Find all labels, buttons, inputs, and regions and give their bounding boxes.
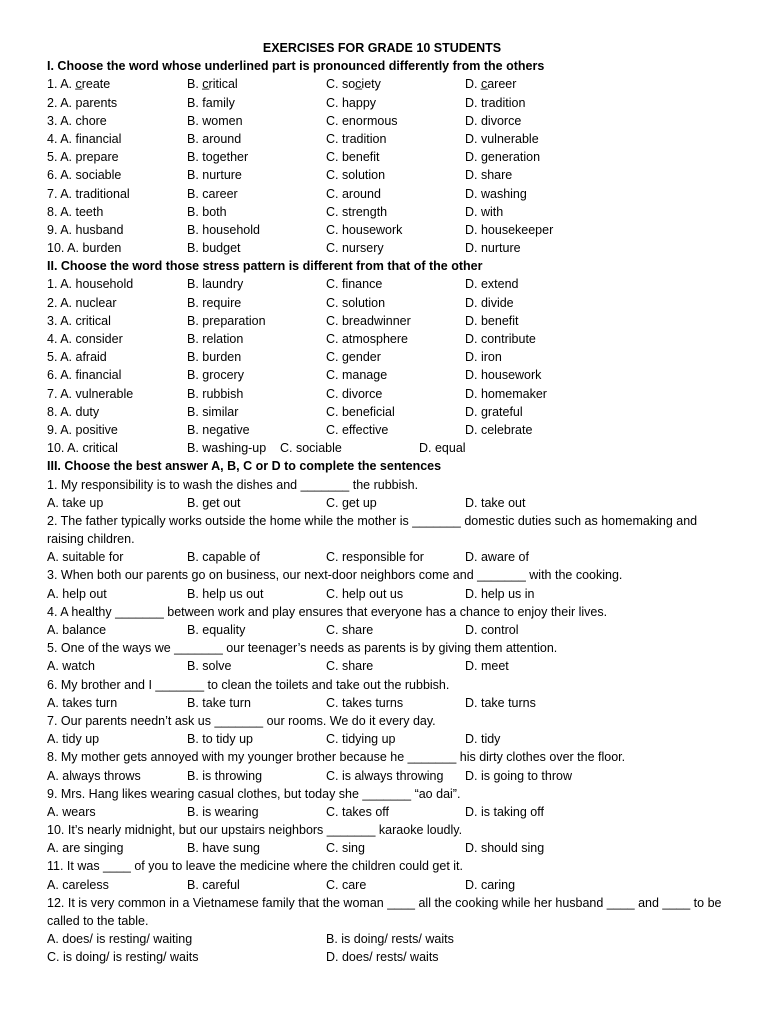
- answer-option: B. washing-up: [187, 441, 267, 456]
- answer-option: D. housework: [465, 368, 542, 383]
- answer-option: D. extend: [465, 277, 519, 292]
- answer-option: C. happy: [326, 95, 377, 110]
- answer-option: D. generation: [465, 150, 541, 165]
- worksheet-page: [47, 39, 737, 967]
- answer-option: D. is going to throw: [465, 768, 572, 783]
- answer-option: C. soc̲iety: [326, 77, 381, 92]
- answer-option: 4. A. financial: [47, 131, 122, 146]
- answer-option: 3. A. critical: [47, 313, 111, 328]
- answer-option: D. take out: [465, 495, 526, 510]
- answer-option: C. nursery: [326, 241, 384, 256]
- answer-option: C. help out us: [326, 586, 404, 601]
- answer-option: A. careless: [47, 877, 109, 892]
- answer-option: C. care: [326, 877, 367, 892]
- answer-option: B. c̲ritical: [187, 77, 238, 92]
- answer-option: D. caring: [465, 877, 516, 892]
- answer-option: D. control: [465, 623, 519, 638]
- answer-option: B. careful: [187, 877, 240, 892]
- answer-option: A. suitable for: [47, 550, 124, 565]
- answer-option: 7. A. vulnerable: [47, 386, 134, 401]
- answer-option: A. does/ is resting/ waiting: [47, 932, 193, 947]
- exercise-row: [47, 403, 737, 421]
- question-text: 2. The father typically works outside the home while the mother is _______ domestic duties such as homemaking and raising children.: [47, 513, 698, 547]
- answer-option: D. homemaker: [465, 386, 547, 401]
- answer-option: D. equal: [419, 441, 466, 456]
- answer-option: D. with: [465, 204, 504, 219]
- answer-option: B. is doing/ rests/ waits: [326, 932, 454, 947]
- answer-option: B. nurture: [187, 168, 242, 183]
- exercise-row: [47, 148, 737, 166]
- answer-option: C. enormous: [326, 113, 398, 128]
- answer-option: B. have sung: [187, 841, 260, 856]
- answer-option: C. is always throwing: [326, 768, 444, 783]
- exercise-row: [47, 439, 737, 457]
- answer-option: C. atmosphere: [326, 332, 408, 346]
- page-title: EXERCISES FOR GRADE 10 STUDENTS: [262, 41, 502, 55]
- answer-option: C. takes turns: [326, 695, 404, 710]
- answer-option: B. career: [187, 186, 238, 201]
- answer-option: D. vulnerable: [465, 131, 539, 146]
- answer-option: 3. A. chore: [47, 113, 107, 128]
- answer-option: D. housekeeper: [465, 222, 554, 237]
- answer-option: B. burden: [187, 350, 242, 365]
- answer-option: 8. A. duty: [47, 404, 100, 419]
- exercise-row: [47, 421, 737, 439]
- exercise-row: [47, 312, 737, 330]
- answer-option: B. preparation: [187, 313, 266, 328]
- answer-option: 1. A. household: [47, 277, 134, 292]
- options-row: [47, 730, 737, 748]
- answer-option: A. take up: [47, 495, 104, 510]
- options-row: [47, 694, 737, 712]
- answer-option: A. takes turn: [47, 695, 118, 710]
- answer-option: C. solution: [326, 168, 386, 183]
- question-text: 3. When both our parents go on business, our next-door neighbors come and _______ with the cooking.: [47, 568, 623, 583]
- answer-option: C. strength: [326, 204, 388, 219]
- options-row: [47, 930, 737, 948]
- answer-option: B. get out: [187, 495, 241, 510]
- answer-option: 5. A. afraid: [47, 350, 107, 365]
- answer-option: 2. A. nuclear: [47, 295, 117, 310]
- answer-option: D. take turns: [465, 695, 536, 710]
- answer-option: 7. A. traditional: [47, 186, 130, 201]
- answer-option: D. contribute: [465, 332, 536, 346]
- answer-option: C. share: [326, 659, 374, 674]
- answer-option: B. household: [187, 222, 260, 237]
- answer-option: D. celebrate: [465, 422, 533, 437]
- question-text: 9. Mrs. Hang likes wearing casual clothes, but today she _______ “ao dai”.: [47, 786, 461, 801]
- answer-option: B. capable of: [187, 550, 260, 565]
- answer-option: C. tradition: [326, 131, 387, 146]
- answer-option: C. sociable: [280, 441, 342, 456]
- answer-option: D. meet: [465, 659, 509, 674]
- exercise-row: [47, 366, 737, 384]
- exercise-row: [47, 275, 737, 293]
- section-heading: III. Choose the best answer A, B, C or D to complete the sentences: [47, 459, 442, 474]
- question-text: 11. It was ____ of you to leave the medicine where the children could get it.: [47, 859, 463, 874]
- answer-option: B. take turn: [187, 695, 251, 710]
- answer-option: B. equality: [187, 623, 246, 638]
- exercise-row: [47, 166, 737, 184]
- answer-option: 8. A. teeth: [47, 204, 104, 219]
- options-row: [47, 621, 737, 639]
- answer-option: C. benefit: [326, 150, 380, 165]
- answer-option: C. is doing/ is resting/ waits: [47, 950, 199, 965]
- exercise-row: [47, 294, 737, 312]
- question-text: 4. A healthy _______ between work and play ensures that everyone has a chance to enjoy their lives.: [47, 604, 608, 619]
- answer-option: D. should sing: [465, 841, 545, 856]
- worksheet-content: [47, 57, 737, 966]
- options-row: [47, 948, 737, 966]
- answer-option: B. help us out: [187, 586, 264, 601]
- answer-option: A. wears: [47, 804, 96, 819]
- options-row: [47, 803, 737, 821]
- answer-option: A. always throws: [47, 768, 141, 783]
- answer-option: C. takes off: [326, 804, 389, 819]
- answer-option: 10. A. burden: [47, 241, 122, 256]
- section-heading: II. Choose the word those stress pattern is different from that of the other: [47, 259, 483, 274]
- answer-option: C. beneficial: [326, 404, 395, 419]
- answer-option: D. washing: [465, 186, 527, 201]
- answer-option: A. balance: [47, 623, 107, 638]
- options-row: [47, 767, 737, 785]
- question-text: 12. It is very common in a Vietnamese family that the woman ____ all the cooking while her husband ____ and ____ to be called to the table.: [47, 895, 722, 929]
- answer-option: 1. A. c̲reate: [47, 77, 111, 92]
- answer-option: C. finance: [326, 277, 383, 292]
- answer-option: D. c̲areer: [465, 77, 517, 92]
- exercise-row: [47, 94, 737, 112]
- answer-option: C. effective: [326, 422, 389, 437]
- answer-option: A. are singing: [47, 841, 124, 856]
- answer-option: B. is throwing: [187, 768, 263, 783]
- question-text: 5. One of the ways we _______ our teenager’s needs as parents is by giving them attention.: [47, 641, 558, 656]
- question-text: 6. My brother and I _______ to clean the toilets and take out the rubbish.: [47, 677, 450, 692]
- exercise-row: [47, 185, 737, 203]
- answer-option: C. sing: [326, 841, 365, 856]
- exercise-row: [47, 130, 737, 148]
- answer-option: B. to tidy up: [187, 732, 254, 747]
- answer-option: D. aware of: [465, 550, 529, 565]
- section-heading: I. Choose the word whose underlined part is pronounced differently from the others: [47, 59, 545, 74]
- answer-option: B. family: [187, 95, 235, 110]
- exercise-row: [47, 112, 737, 130]
- exercise-row: [47, 203, 737, 221]
- options-row: [47, 876, 737, 894]
- exercise-row: [47, 348, 737, 366]
- answer-option: 4. A. consider: [47, 332, 123, 346]
- exercise-row: [47, 385, 737, 403]
- question-text: 10. It’s nearly midnight, but our upstairs neighbors _______ karaoke loudly.: [47, 823, 463, 838]
- question-text: 8. My mother gets annoyed with my younger brother because he _______ his dirty clothes over the floor.: [47, 750, 626, 765]
- options-row: [47, 548, 737, 566]
- answer-option: C. divorce: [326, 386, 383, 401]
- answer-option: B. negative: [187, 422, 250, 437]
- answer-option: 6. A. sociable: [47, 168, 122, 183]
- answer-option: C. housework: [326, 222, 403, 237]
- answer-option: B. solve: [187, 659, 232, 674]
- answer-option: D. is taking off: [465, 804, 544, 819]
- answer-option: 9. A. positive: [47, 422, 118, 437]
- answer-option: C. breadwinner: [326, 313, 411, 328]
- answer-option: C. get up: [326, 495, 377, 510]
- answer-option: A. tidy up: [47, 732, 100, 747]
- answer-option: A. watch: [47, 659, 95, 674]
- answer-option: C. manage: [326, 368, 388, 383]
- answer-option: A. help out: [47, 586, 107, 601]
- answer-option: D. share: [465, 168, 513, 183]
- answer-option: B. both: [187, 204, 227, 219]
- answer-option: B. around: [187, 131, 242, 146]
- answer-option: B. together: [187, 150, 249, 165]
- answer-option: C. gender: [326, 350, 381, 365]
- answer-option: C. responsible for: [326, 550, 424, 565]
- answer-option: B. grocery: [187, 368, 244, 383]
- answer-option: B. relation: [187, 332, 244, 346]
- options-row: [47, 657, 737, 675]
- answer-option: D. divorce: [465, 113, 522, 128]
- answer-option: D. benefit: [465, 313, 519, 328]
- answer-option: B. is wearing: [187, 804, 259, 819]
- answer-option: D. tidy: [465, 732, 501, 747]
- answer-option: D. grateful: [465, 404, 523, 419]
- answer-option: B. women: [187, 113, 243, 128]
- answer-option: 5. A. prepare: [47, 150, 119, 165]
- answer-option: 10. A. critical: [47, 441, 118, 456]
- answer-option: C. solution: [326, 295, 386, 310]
- answer-option: D. iron: [465, 350, 502, 365]
- answer-option: C. around: [326, 186, 381, 201]
- exercise-row: [47, 239, 737, 257]
- options-row: [47, 585, 737, 603]
- answer-option: B. laundry: [187, 277, 244, 292]
- answer-option: D. divide: [465, 295, 514, 310]
- answer-option: 2. A. parents: [47, 95, 118, 110]
- answer-option: B. budget: [187, 241, 241, 256]
- options-row: [47, 839, 737, 857]
- answer-option: D. tradition: [465, 95, 526, 110]
- answer-option: 6. A. financial: [47, 368, 122, 383]
- exercise-row: [47, 75, 737, 93]
- options-row: [47, 494, 737, 512]
- exercise-row: [47, 330, 737, 348]
- answer-option: D. nurture: [465, 241, 521, 256]
- exercise-row: [47, 221, 737, 239]
- answer-option: B. rubbish: [187, 386, 244, 401]
- answer-option: D. help us in: [465, 586, 535, 601]
- answer-option: 9. A. husband: [47, 222, 124, 237]
- question-text: 7. Our parents needn’t ask us _______ our rooms. We do it every day.: [47, 713, 436, 728]
- answer-option: C. share: [326, 623, 374, 638]
- question-text: 1. My responsibility is to wash the dishes and _______ the rubbish.: [47, 477, 419, 492]
- answer-option: C. tidying up: [326, 732, 396, 747]
- answer-option: B. require: [187, 295, 242, 310]
- answer-option: D. does/ rests/ waits: [326, 950, 439, 965]
- answer-option: B. similar: [187, 404, 239, 419]
